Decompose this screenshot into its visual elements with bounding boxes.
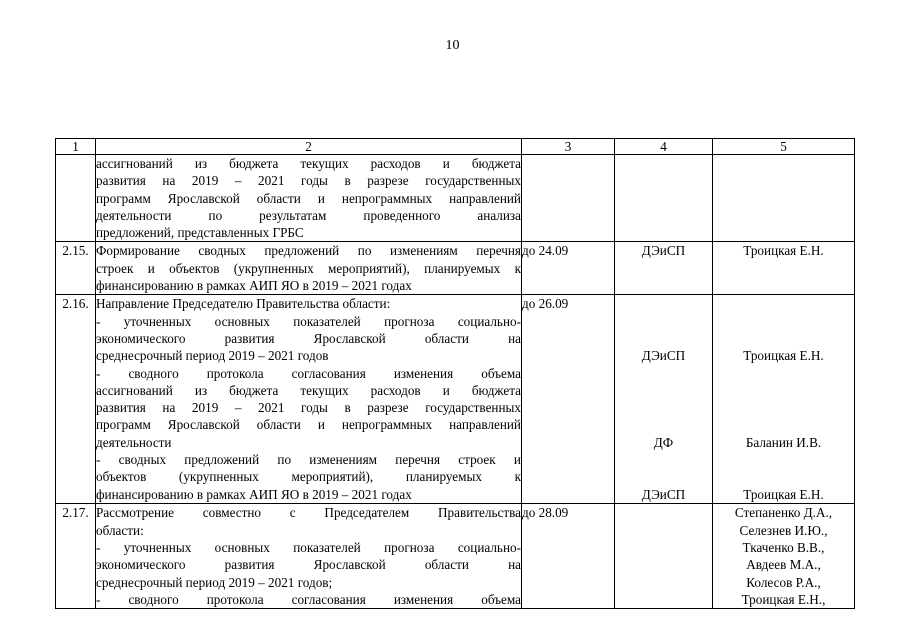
text-line: строек и объектов (укрупненных мероприятий), планируемых к [96, 260, 521, 276]
row-responsible [713, 155, 855, 242]
row-description [96, 295, 522, 504]
text-line: развития на 2019 – 2021 годы в разрезе государственных [96, 173, 521, 189]
row-executor: ДЭиСП [615, 242, 713, 295]
text-line: деятельности по результатам проведенного анализа [96, 207, 521, 223]
text-line: финансированию в рамках АИП ЯО в 2019 – 2021 годах [96, 278, 412, 294]
row-deadline: до 24.09 [522, 242, 615, 295]
row-description [96, 242, 522, 295]
responsible-item: Ткаченко В.В., [742, 539, 825, 555]
text-line: - сводного протокола согласования изменения объема [96, 591, 521, 607]
text-line: объектов (укрупненных мероприятий), планируемых к [96, 469, 521, 485]
row-number: 2.16. [56, 295, 96, 504]
header-col-2: 2 [96, 139, 522, 155]
text-line: области: [96, 522, 144, 538]
row-responsible [713, 504, 855, 609]
page-number: 10 [445, 38, 460, 53]
responsible-item: Авдеев М.А., [746, 557, 821, 573]
text-line: Формирование сводных предложений по изменениям перечня [96, 243, 521, 259]
text-line: Рассмотрение совместно с Председателем Правительства [96, 505, 521, 521]
text-line: - сводного протокола согласования изменения объема [96, 365, 521, 381]
header-col-4: 4 [615, 139, 713, 155]
responsible-item: Троицкая Е.Н. [743, 486, 824, 502]
text-line: программ Ярославской области и непрограммных направлений [96, 417, 521, 433]
text-line: среднесрочный период 2019 – 2021 годов [96, 348, 329, 364]
header-col-1: 1 [56, 139, 96, 155]
text-line: ассигнований из бюджета текущих расходов и бюджета [96, 382, 521, 398]
executor-item: ДЭиСП [641, 486, 686, 502]
row-responsible [713, 295, 855, 504]
text-line: финансированию в рамках АИП ЯО в 2019 – 2021 годах [96, 486, 412, 502]
table-row [56, 295, 855, 504]
row-executor [615, 504, 713, 609]
row-deadline: до 28.09 [522, 504, 615, 609]
row-deadline: до 26.09 [522, 295, 615, 504]
text-line: среднесрочный период 2019 – 2021 годов; [96, 574, 333, 590]
row-number: 2.17. [56, 504, 96, 609]
responsible-item: Колесов Р.А., [746, 574, 821, 590]
text-line: деятельности [96, 434, 172, 450]
row-deadline [522, 155, 615, 242]
plan-table [55, 138, 855, 609]
text-line: экономического развития Ярославской области на [96, 557, 521, 573]
table-header-row [56, 139, 855, 155]
responsible-item: Баланин И.В. [745, 434, 822, 450]
row-executor [615, 295, 713, 504]
text-line: Направление Председателю Правительства области: [96, 296, 391, 312]
header-col-3: 3 [522, 139, 615, 155]
header-col-5: 5 [713, 139, 855, 155]
text-line: ассигнований из бюджета текущих расходов и бюджета [96, 156, 521, 171]
responsible-item: Селезнев И.Ю., [739, 522, 828, 538]
text-line: программ Ярославской области и непрограммных направлений [96, 190, 521, 206]
text-line: развития на 2019 – 2021 годы в разрезе государственных [96, 400, 521, 416]
executor-item: ДФ [653, 434, 674, 450]
text-line: - уточненных основных показателей прогноза социально- [96, 539, 521, 555]
text-line: экономического развития Ярославской области на [96, 330, 521, 346]
executor-item: ДЭиСП [641, 348, 686, 364]
row-description [96, 504, 522, 609]
row-number [56, 155, 96, 242]
responsible-item: Троицкая Е.Н., [741, 591, 826, 607]
row-responsible: Троицкая Е.Н. [713, 242, 855, 295]
text-line: - сводных предложений по изменениям перечня строек и [96, 452, 521, 468]
text-line: - уточненных основных показателей прогноза социально- [96, 313, 521, 329]
text-line: предложений, представленных ГРБС [96, 225, 304, 241]
row-number: 2.15. [56, 242, 96, 295]
responsible-item: Степаненко Д.А., [734, 505, 833, 521]
row-description [96, 155, 522, 242]
table-row [56, 504, 855, 609]
row-executor [615, 155, 713, 242]
table-row [56, 155, 855, 242]
table-row [56, 242, 855, 295]
responsible-item: Троицкая Е.Н. [743, 348, 824, 364]
